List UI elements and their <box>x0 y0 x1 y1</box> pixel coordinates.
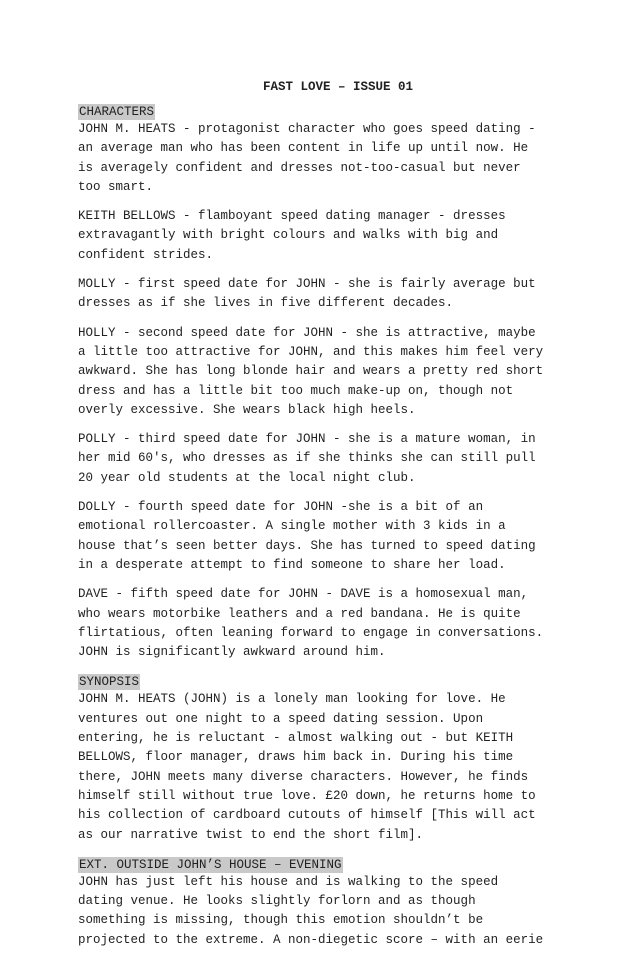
characters-heading: CHARACTERS <box>79 105 155 119</box>
synopsis-text: JOHN M. HEATS (JOHN) is a lonely man looking for love. He ventures out one night to a speed dating session. Upon entering, he is reluctant - almost walking out - but KEITH BELLOWS, floor manager, draws him back in. During his time there, JOHN meets many diverse characters. However, he finds himself still without true love. £20 down, he returns home to his collection of cardboard cutouts of himself [This will act as our narrative twist to end the short film]. <box>78 692 536 842</box>
synopsis-heading: SYNOPSIS <box>79 675 140 690</box>
character-dolly: DOLLY - fourth speed date for JOHN -she is a bit of an emotional rollercoaster. A single mother with 3 kids in a house that’s seen better days. She has turned to speed dating in a desperate attempt to find someone to share her load. <box>78 500 536 572</box>
script-page <box>78 78 578 960</box>
synopsis-section <box>78 672 578 844</box>
character-polly: POLLY - third speed date for JOHN - she is a mature woman, in her mid 60's, who dresses as if she thinks she can still pull 20 year old students at the local night club. <box>78 432 536 485</box>
character-molly: MOLLY - first speed date for JOHN - she is fairly average but dresses as if she lives in five different decades. <box>78 277 536 311</box>
characters-section <box>78 102 578 662</box>
character-keith: KEITH BELLOWS - flamboyant speed dating manager - dresses extravagantly with bright colours and walks with big and confident strides. <box>78 209 506 262</box>
character-dave: DAVE - fifth speed date for JOHN - DAVE is a homosexual man, who wears motorbike leathers and a red bandana. He is quite flirtatious, often leaning forward to engage in conversations. JOHN is significantly awkward around him. <box>78 587 544 660</box>
document-title: FAST LOVE – ISSUE 01 <box>262 80 414 94</box>
scene-heading: EXT. OUTSIDE JOHN’S HOUSE – EVENING <box>79 857 342 872</box>
character-john: JOHN M. HEATS - protagonist character who goes speed dating - an average man who has been content in life up until now. He is averagely confident and dresses not-too-casual but never too smart. <box>78 122 536 194</box>
character-holly: HOLLY - second speed date for JOHN - she is attractive, maybe a little too attractive for JOHN, and this makes him feel very awkward. She has long blonde hair and wears a pretty red short dress and has a little bit too much make-up on, though not overly excessive. She wears black high heels. <box>78 325 544 417</box>
scene-section <box>78 855 578 950</box>
scene-text: JOHN has just left his house and is walking to the speed dating venue. He looks slightly forlorn and as though something is missing, though this emotion shouldn’t be projected to the extreme. A non-diegetic score – with an eerie <box>78 874 544 947</box>
